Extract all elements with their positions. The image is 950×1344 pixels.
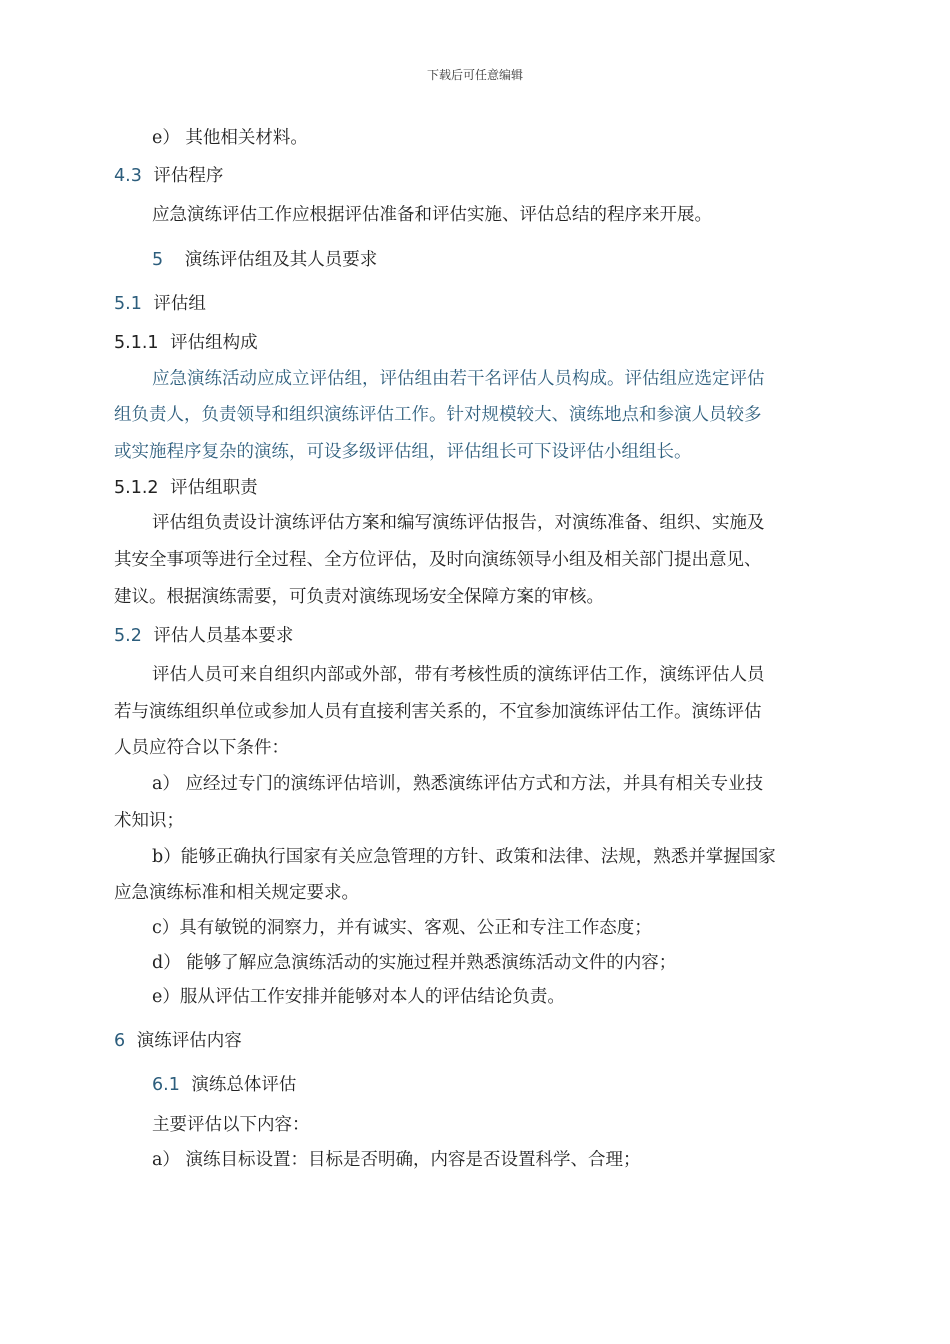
text: 应急演练评估工作应根据评估准备和评估实施、评估总结的程序来开展。 bbox=[152, 205, 712, 225]
list-item bbox=[152, 1148, 641, 1172]
section-heading bbox=[114, 624, 293, 648]
page-header: 下载后可任意编辑 bbox=[426, 68, 523, 82]
chapter-title: 演练评估内容 bbox=[136, 1031, 242, 1051]
text: 组负责人，负责领导和组织演练评估工作。针对规模较大、演练地点和参演人员较多 bbox=[114, 405, 762, 425]
list-item bbox=[152, 951, 676, 975]
text: a） 演练目标设置：目标是否明确，内容是否设置科学、合理； bbox=[152, 1150, 641, 1170]
paragraph-line bbox=[114, 548, 762, 572]
text: 人员应符合以下条件： bbox=[114, 738, 289, 758]
paragraph-line bbox=[114, 700, 762, 724]
text: 若与演练组织单位或参加人员有直接利害关系的，不宜参加演练评估工作。演练评估 bbox=[114, 702, 762, 722]
subsection-heading bbox=[114, 476, 258, 500]
text: 主要评估以下内容： bbox=[152, 1115, 310, 1135]
section-heading bbox=[114, 292, 206, 316]
chapter-number: 5 bbox=[152, 250, 164, 270]
paragraph-line bbox=[114, 585, 604, 609]
section-title: 评估程序 bbox=[153, 166, 224, 186]
list-item bbox=[152, 845, 776, 869]
paragraph-line bbox=[152, 511, 765, 535]
list-item-continuation bbox=[114, 881, 359, 905]
section-heading bbox=[114, 164, 223, 188]
paragraph-line bbox=[152, 203, 712, 227]
text: d） 能够了解应急演练活动的实施过程并熟悉演练活动文件的内容； bbox=[152, 953, 677, 973]
paragraph-line bbox=[114, 403, 762, 427]
subsection-number: 5.1.1 bbox=[114, 333, 159, 353]
subsection-number: 5.1.2 bbox=[114, 478, 159, 498]
section-number: 4.3 bbox=[114, 166, 142, 186]
paragraph-line bbox=[114, 736, 289, 760]
paragraph-line bbox=[114, 440, 692, 464]
text: 术知识； bbox=[114, 811, 184, 831]
subsection-heading bbox=[114, 331, 258, 355]
text: 或实施程序复杂的演练，可设多级评估组，评估组长可下设评估小组组长。 bbox=[114, 442, 692, 462]
list-item bbox=[152, 916, 652, 940]
text: 应急演练活动应成立评估组，评估组由若干名评估人员构成。评估组应选定评估 bbox=[152, 369, 765, 389]
paragraph-line bbox=[152, 1113, 310, 1137]
chapter-number: 6 bbox=[114, 1031, 126, 1051]
section-title: 评估组 bbox=[153, 294, 206, 314]
text: 评估组负责设计演练评估方案和编写演练评估报告，对演练准备、组织、实施及 bbox=[152, 513, 765, 533]
subsection-title: 评估组构成 bbox=[170, 333, 258, 353]
list-item-continuation bbox=[114, 809, 184, 833]
paragraph-line bbox=[152, 367, 765, 391]
chapter-title: 演练评估组及其人员要求 bbox=[184, 250, 378, 270]
chapter-heading bbox=[152, 248, 377, 272]
text: e）服从评估工作安排并能够对本人的评估结论负责。 bbox=[152, 987, 565, 1007]
text: 评估人员可来自组织内部或外部，带有考核性质的演练评估工作，演练评估人员 bbox=[152, 665, 765, 685]
text: 其安全事项等进行全过程、全方位评估，及时向演练领导小组及相关部门提出意见、 bbox=[114, 550, 762, 570]
text: c）具有敏锐的洞察力，并有诚实、客观、公正和专注工作态度； bbox=[152, 918, 652, 938]
text: a） 应经过专门的演练评估培训，熟悉演练评估方式和方法，并具有相关专业技 bbox=[152, 774, 763, 794]
list-item bbox=[152, 772, 763, 796]
subsection-title: 评估组职责 bbox=[170, 478, 258, 498]
text: 建议。根据演练需要，可负责对演练现场安全保障方案的审核。 bbox=[114, 587, 604, 607]
section-number: 5.1 bbox=[114, 294, 142, 314]
list-item bbox=[152, 126, 308, 150]
text: 应急演练标准和相关规定要求。 bbox=[114, 883, 359, 903]
section-title: 演练总体评估 bbox=[191, 1075, 297, 1095]
section-heading bbox=[152, 1073, 296, 1097]
list-item bbox=[152, 985, 565, 1009]
paragraph-line bbox=[152, 663, 765, 687]
text: e） 其他相关材料。 bbox=[152, 128, 308, 148]
text: b）能够正确执行国家有关应急管理的方针、政策和法律、法规，熟悉并掌握国家 bbox=[152, 847, 776, 867]
chapter-heading bbox=[114, 1029, 242, 1053]
section-number: 5.2 bbox=[114, 626, 142, 646]
section-title: 评估人员基本要求 bbox=[153, 626, 294, 646]
section-number: 6.1 bbox=[152, 1075, 180, 1095]
